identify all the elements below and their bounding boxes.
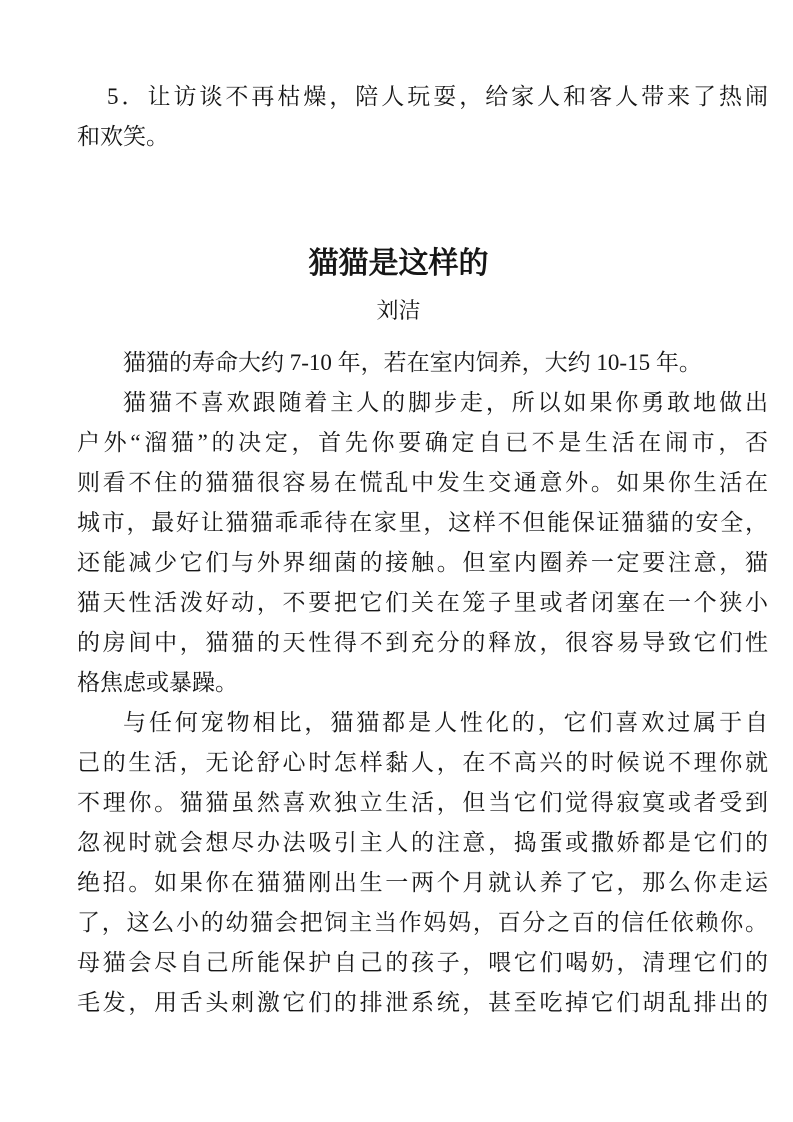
article-text-line: 毛发，用舌头刺激它们的排泄系统，甚至吃掉它们胡乱排出的 — [77, 990, 768, 1015]
article-text-line: 了，这么小的幼猫会把饲主当作妈妈，百分之百的信任依赖你。 — [77, 910, 768, 935]
article-title: 猫猫是这样的 — [308, 247, 489, 280]
article-text-line: 的房间中，猫猫的天性得不到充分的释放，很容易导致它们性 — [77, 630, 768, 655]
article-text-line: 猫猫不喜欢跟随着主人的脚步走，所以如果你勇敢地做出 — [123, 390, 768, 415]
list-item-5-line-1: 5．让访谈不再枯燥，陪人玩耍，给家人和客人带来了热闹 — [107, 84, 768, 109]
article-text-line: 格焦虑或暴躁。 — [77, 670, 238, 695]
article-text-line: 不理你。猫猫虽然喜欢独立生活，但当它们觉得寂寞或者受到 — [77, 790, 768, 815]
article-text-line: 母猫会尽自己所能保护自己的孩子，喂它们喝奶，清理它们的 — [77, 950, 768, 975]
article-text-line: 则看不住的猫猫很容易在慌乱中发生交通意外。如果你生活在 — [77, 470, 768, 495]
article-text-line: 己的生活，无论舒心时怎样黏人，在不高兴的时候说不理你就 — [77, 750, 768, 775]
article-body — [77, 343, 768, 1023]
article-text-line: 猫天性活泼好动，不要把它们关在笼子里或者闭塞在一个狭小 — [77, 590, 768, 615]
article-text-line: 还能减少它们与外界细菌的接触。但室内圈养一定要注意，猫 — [77, 550, 768, 575]
article-text-line: 与任何宠物相比，猫猫都是人性化的，它们喜欢过属于自 — [123, 710, 768, 735]
article-text-line: 猫猫的寿命大约 7-10 年，若在室内饲养，大约 10-15 年。 — [123, 350, 702, 375]
article-text-line: 户外“溜猫”的决定，首先你要确定自已不是生活在闹市，否 — [77, 430, 768, 455]
list-item-5-line-2: 和欢笑。 — [77, 124, 169, 149]
article-text-line: 绝招。如果你在猫猫刚出生一两个月就认养了它，那么你走运 — [77, 870, 768, 895]
list-item-5 — [77, 77, 768, 157]
article-text-line: 城市，最好让猫猫乖乖待在家里，这样不但能保证猫貓的安全， — [77, 510, 768, 535]
article-text-line: 忽视时就会想尽办法吸引主人的注意，捣蛋或撒娇都是它们的 — [77, 830, 768, 855]
article-author: 刘洁 — [376, 298, 421, 323]
